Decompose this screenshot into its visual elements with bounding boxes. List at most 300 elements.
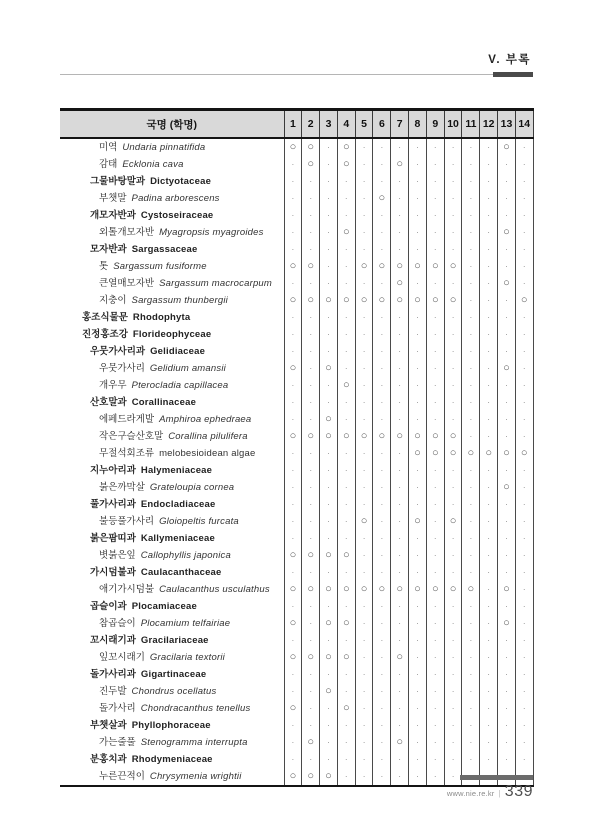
presence-cell (515, 292, 533, 309)
presence-cell (391, 428, 409, 445)
presence-mark: ○ (503, 583, 510, 595)
presence-cell (391, 530, 409, 547)
presence-cell (480, 156, 498, 173)
presence-mark: ○ (503, 362, 510, 374)
presence-cell (480, 751, 498, 768)
presence-cell (320, 547, 338, 564)
presence-cell (426, 292, 444, 309)
presence-cell (320, 768, 338, 786)
presence-cell (444, 734, 462, 751)
absence-mark: · (469, 516, 473, 526)
absence-mark: · (309, 244, 313, 254)
absence-mark: · (415, 312, 419, 322)
absence-mark: · (451, 635, 455, 645)
presence-mark: ○ (289, 617, 297, 629)
presence-cell (391, 377, 409, 394)
presence-cell (355, 581, 373, 598)
species-name-cell (60, 343, 284, 360)
korean-name: 개모자반과 (90, 209, 136, 221)
korean-name: 큰열매모자반 (99, 277, 155, 289)
species-name-cell (60, 138, 284, 156)
korean-name: 불등풀가사리 (99, 515, 155, 527)
column-header: 13 (498, 110, 516, 139)
absence-mark: · (309, 703, 313, 713)
absence-mark: · (433, 686, 437, 696)
presence-cell (302, 377, 320, 394)
absence-mark: · (469, 482, 473, 492)
absence-mark: · (451, 737, 455, 747)
presence-cell (426, 173, 444, 190)
absence-mark: · (433, 482, 437, 492)
latin-name: Caulacanthus usculathus (159, 583, 270, 595)
presence-cell (284, 445, 302, 462)
presence-cell (409, 224, 427, 241)
presence-cell (426, 666, 444, 683)
absence-mark: · (309, 686, 313, 696)
presence-cell (409, 751, 427, 768)
presence-cell (337, 428, 355, 445)
presence-cell (515, 394, 533, 411)
table-row (60, 700, 533, 717)
absence-mark: · (433, 193, 437, 203)
absence-mark: · (433, 618, 437, 628)
presence-cell (409, 632, 427, 649)
presence-cell (284, 547, 302, 564)
absence-mark: · (469, 329, 473, 339)
presence-cell (480, 377, 498, 394)
presence-mark: ○ (342, 617, 350, 629)
absence-mark: · (291, 380, 295, 390)
presence-mark: ○ (449, 515, 457, 527)
absence-mark: · (380, 635, 384, 645)
presence-cell (373, 343, 391, 360)
presence-mark: ○ (396, 736, 403, 748)
presence-cell (373, 479, 391, 496)
absence-mark: · (380, 312, 384, 322)
presence-mark: ○ (414, 430, 421, 442)
presence-mark: ○ (342, 141, 350, 153)
absence-mark: · (415, 329, 419, 339)
absence-mark: · (433, 278, 437, 288)
absence-mark: · (451, 176, 455, 186)
presence-cell (355, 649, 373, 666)
presence-cell (498, 734, 516, 751)
presence-cell (320, 156, 338, 173)
presence-mark: ○ (503, 447, 510, 459)
presence-mark: ○ (289, 770, 297, 782)
presence-cell (391, 309, 409, 326)
presence-cell (444, 173, 462, 190)
absence-mark: · (415, 686, 419, 696)
absence-mark: · (487, 703, 491, 713)
absence-mark: · (433, 346, 437, 356)
table-row (60, 360, 533, 377)
presence-cell (302, 632, 320, 649)
table-row (60, 394, 533, 411)
presence-cell (320, 343, 338, 360)
presence-cell (284, 734, 302, 751)
presence-cell (284, 564, 302, 581)
presence-mark: ○ (325, 549, 332, 561)
absence-mark: · (469, 669, 473, 679)
absence-mark: · (380, 244, 384, 254)
absence-mark: · (487, 584, 491, 594)
presence-mark: ○ (307, 583, 315, 595)
absence-mark: · (433, 414, 437, 424)
absence-mark: · (469, 176, 473, 186)
presence-cell (498, 666, 516, 683)
presence-cell (337, 632, 355, 649)
absence-mark: · (433, 363, 437, 373)
species-name-cell (60, 530, 284, 547)
absence-mark: · (362, 567, 366, 577)
presence-cell (444, 360, 462, 377)
absence-mark: · (415, 159, 419, 169)
latin-name: Ecklonia cava (122, 158, 184, 170)
absence-mark: · (415, 278, 419, 288)
presence-cell (284, 138, 302, 156)
absence-mark: · (469, 601, 473, 611)
presence-cell (302, 530, 320, 547)
presence-mark: ○ (325, 294, 332, 306)
footer-divider: | (498, 789, 501, 798)
column-header: 9 (426, 110, 444, 139)
absence-mark: · (415, 227, 419, 237)
absence-mark: · (380, 652, 384, 662)
presence-cell (462, 138, 480, 156)
korean-name: 모자반과 (90, 243, 127, 255)
presence-cell (498, 683, 516, 700)
absence-mark: · (398, 635, 402, 645)
absence-mark: · (362, 397, 366, 407)
presence-cell (337, 564, 355, 581)
presence-cell (355, 275, 373, 292)
presence-cell (320, 462, 338, 479)
absence-mark: · (451, 329, 455, 339)
presence-cell (515, 411, 533, 428)
species-name-cell (60, 292, 284, 309)
header-rule-accent (493, 72, 533, 77)
column-header: 12 (480, 110, 498, 139)
absence-mark: · (326, 159, 330, 169)
absence-mark: · (380, 380, 384, 390)
footer (447, 783, 533, 801)
presence-cell (355, 734, 373, 751)
latin-name: Halymeniaceae (140, 464, 213, 476)
presence-mark: ○ (360, 430, 368, 442)
species-name-cell (60, 581, 284, 598)
absence-mark: · (522, 499, 526, 509)
absence-mark: · (522, 176, 526, 186)
absence-mark: · (309, 363, 313, 373)
presence-cell (320, 138, 338, 156)
absence-mark: · (291, 210, 295, 220)
korean-name: 부챗살과 (90, 719, 127, 731)
presence-cell (409, 564, 427, 581)
presence-cell (480, 394, 498, 411)
absence-mark: · (362, 754, 366, 764)
absence-mark: · (487, 227, 491, 237)
presence-cell (373, 513, 391, 530)
presence-mark: ○ (289, 549, 297, 561)
absence-mark: · (398, 499, 402, 509)
absence-mark: · (415, 499, 419, 509)
species-name-cell (60, 649, 284, 666)
absence-mark: · (362, 193, 366, 203)
presence-cell (498, 207, 516, 224)
species-name-cell (60, 190, 284, 207)
presence-cell (462, 666, 480, 683)
absence-mark: · (415, 635, 419, 645)
absence-mark: · (380, 499, 384, 509)
presence-cell (409, 411, 427, 428)
presence-mark: ○ (396, 294, 403, 306)
species-name-cell (60, 632, 284, 649)
presence-mark: ○ (431, 430, 439, 442)
presence-cell (426, 683, 444, 700)
presence-cell (391, 615, 409, 632)
absence-mark: · (469, 737, 473, 747)
absence-mark: · (344, 346, 348, 356)
absence-mark: · (487, 465, 491, 475)
presence-cell (462, 649, 480, 666)
absence-mark: · (380, 618, 384, 628)
absence-mark: · (504, 737, 508, 747)
presence-cell (284, 700, 302, 717)
absence-mark: · (380, 601, 384, 611)
presence-mark: ○ (503, 226, 510, 238)
absence-mark: · (398, 567, 402, 577)
latin-name: Gloiopeltis furcata (159, 515, 239, 527)
absence-mark: · (415, 703, 419, 713)
presence-cell (444, 343, 462, 360)
absence-mark: · (398, 703, 402, 713)
absence-mark: · (362, 363, 366, 373)
absence-mark: · (380, 448, 384, 458)
presence-cell (515, 445, 533, 462)
absence-mark: · (344, 720, 348, 730)
presence-cell (337, 138, 355, 156)
presence-mark: ○ (325, 770, 332, 782)
absence-mark: · (398, 448, 402, 458)
absence-mark: · (504, 601, 508, 611)
presence-cell (302, 360, 320, 377)
presence-cell (355, 666, 373, 683)
absence-mark: · (380, 397, 384, 407)
presence-mark: ○ (342, 226, 350, 238)
presence-mark: ○ (520, 294, 528, 306)
absence-mark: · (504, 329, 508, 339)
presence-cell (462, 751, 480, 768)
absence-mark: · (451, 397, 455, 407)
absence-mark: · (380, 363, 384, 373)
absence-mark: · (309, 397, 313, 407)
absence-mark: · (326, 567, 330, 577)
presence-cell (498, 360, 516, 377)
absence-mark: · (522, 618, 526, 628)
presence-cell (355, 258, 373, 275)
presence-cell (302, 224, 320, 241)
korean-name: 감태 (99, 158, 118, 170)
presence-cell (320, 309, 338, 326)
korean-name: 풀가사리과 (90, 498, 136, 510)
presence-cell (284, 241, 302, 258)
presence-mark: ○ (414, 583, 421, 595)
presence-cell (480, 445, 498, 462)
presence-cell (444, 156, 462, 173)
presence-cell (515, 700, 533, 717)
presence-cell (320, 496, 338, 513)
presence-cell (444, 649, 462, 666)
presence-mark: ○ (307, 260, 315, 272)
absence-mark: · (451, 533, 455, 543)
absence-mark: · (469, 227, 473, 237)
absence-mark: · (433, 550, 437, 560)
presence-cell (337, 751, 355, 768)
absence-mark: · (469, 533, 473, 543)
absence-mark: · (362, 278, 366, 288)
absence-mark: · (291, 720, 295, 730)
table-row (60, 581, 533, 598)
table-row (60, 717, 533, 734)
absence-mark: · (309, 193, 313, 203)
species-name-cell (60, 309, 284, 326)
presence-cell (409, 547, 427, 564)
table-row (60, 156, 533, 173)
absence-mark: · (522, 380, 526, 390)
presence-mark: ○ (503, 617, 510, 629)
presence-cell (462, 564, 480, 581)
korean-name: 꼬시래기과 (90, 634, 136, 646)
absence-mark: · (522, 635, 526, 645)
presence-cell (409, 615, 427, 632)
presence-cell (373, 360, 391, 377)
absence-mark: · (291, 686, 295, 696)
absence-mark: · (344, 329, 348, 339)
presence-cell (302, 326, 320, 343)
absence-mark: · (326, 448, 330, 458)
presence-cell (355, 138, 373, 156)
presence-cell (426, 275, 444, 292)
absence-mark: · (522, 329, 526, 339)
table-row (60, 479, 533, 496)
presence-cell (302, 241, 320, 258)
absence-mark: · (362, 499, 366, 509)
table-header-row (60, 110, 533, 139)
absence-mark: · (433, 329, 437, 339)
absence-mark: · (380, 737, 384, 747)
presence-cell (373, 734, 391, 751)
presence-cell (498, 717, 516, 734)
absence-mark: · (398, 465, 402, 475)
absence-mark: · (362, 652, 366, 662)
presence-cell (409, 326, 427, 343)
presence-cell (284, 683, 302, 700)
species-name-cell (60, 207, 284, 224)
absence-mark: · (326, 601, 330, 611)
presence-cell (444, 581, 462, 598)
presence-cell (515, 207, 533, 224)
presence-cell (284, 479, 302, 496)
presence-cell (373, 615, 391, 632)
korean-name: 가는줄풀 (99, 736, 136, 748)
absence-mark: · (487, 431, 491, 441)
presence-cell (302, 428, 320, 445)
presence-mark: ○ (378, 294, 386, 306)
absence-mark: · (309, 312, 313, 322)
absence-mark: · (326, 346, 330, 356)
presence-cell (444, 751, 462, 768)
korean-name: 붉은까막살 (99, 481, 145, 493)
presence-cell (355, 190, 373, 207)
presence-mark: ○ (449, 447, 457, 459)
presence-cell (426, 241, 444, 258)
absence-mark: · (522, 465, 526, 475)
presence-cell (373, 428, 391, 445)
presence-cell (444, 513, 462, 530)
latin-name: Myagropsis myagroides (159, 226, 264, 238)
absence-mark: · (504, 720, 508, 730)
absence-mark: · (433, 652, 437, 662)
presence-cell (337, 326, 355, 343)
presence-cell (444, 428, 462, 445)
absence-mark: · (309, 414, 313, 424)
absence-mark: · (451, 142, 455, 152)
absence-mark: · (398, 346, 402, 356)
absence-mark: · (415, 669, 419, 679)
absence-mark: · (291, 329, 295, 339)
presence-cell (373, 275, 391, 292)
presence-cell (320, 326, 338, 343)
absence-mark: · (291, 567, 295, 577)
presence-cell (337, 156, 355, 173)
absence-mark: · (469, 414, 473, 424)
presence-cell (337, 258, 355, 275)
presence-cell (320, 581, 338, 598)
absence-mark: · (415, 720, 419, 730)
presence-cell (337, 717, 355, 734)
presence-cell (337, 598, 355, 615)
presence-cell (480, 224, 498, 241)
presence-cell (355, 615, 373, 632)
presence-cell (462, 479, 480, 496)
absence-mark: · (344, 448, 348, 458)
absence-mark: · (415, 482, 419, 492)
presence-cell (462, 309, 480, 326)
presence-mark: ○ (467, 447, 475, 459)
absence-mark: · (504, 244, 508, 254)
presence-cell (480, 598, 498, 615)
absence-mark: · (344, 737, 348, 747)
latin-name: Sargassaceae (131, 243, 198, 255)
latin-name: Chondracanthus tenellus (140, 702, 251, 714)
presence-cell (444, 598, 462, 615)
absence-mark: · (415, 397, 419, 407)
presence-cell (391, 156, 409, 173)
absence-mark: · (504, 312, 508, 322)
presence-cell (480, 496, 498, 513)
presence-cell (409, 309, 427, 326)
korean-name: 돌가사리과 (90, 668, 136, 680)
presence-cell (337, 241, 355, 258)
presence-cell (426, 717, 444, 734)
presence-cell (444, 683, 462, 700)
absence-mark: · (380, 278, 384, 288)
presence-mark: ○ (503, 277, 510, 289)
absence-mark: · (326, 516, 330, 526)
presence-cell (409, 258, 427, 275)
absence-mark: · (362, 669, 366, 679)
